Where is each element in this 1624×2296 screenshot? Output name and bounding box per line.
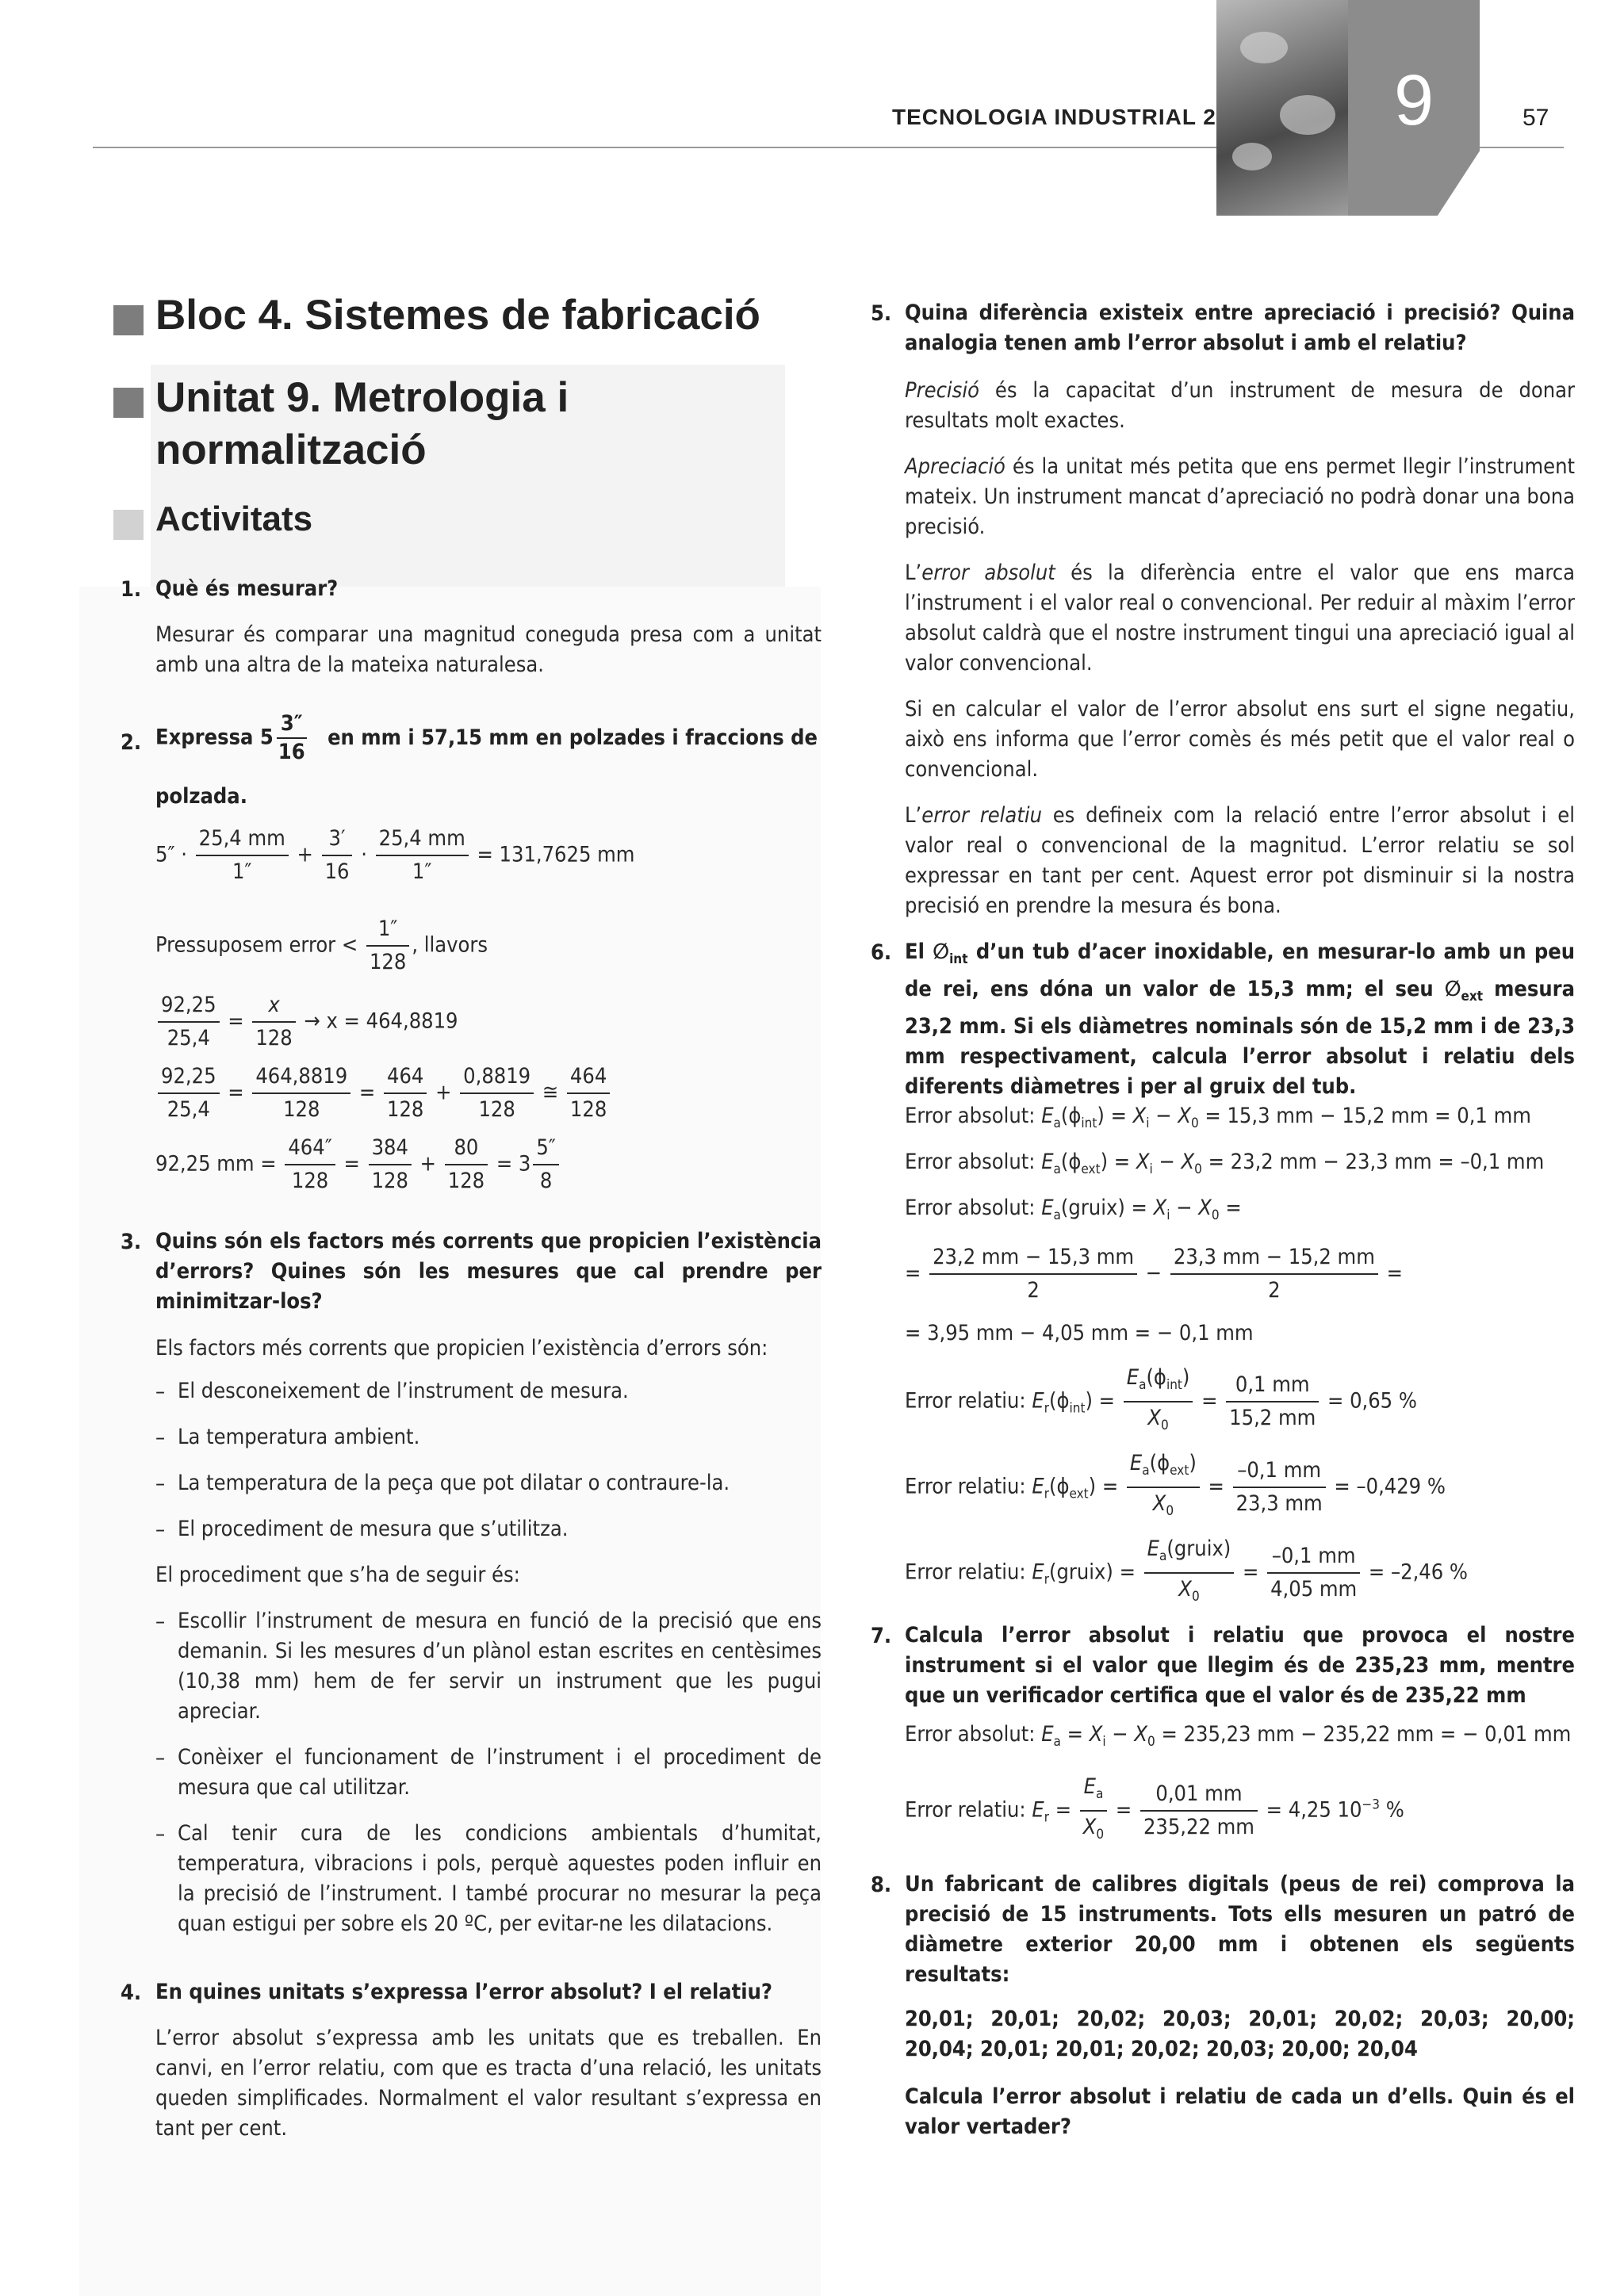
equation-inches-to-mm: 5″ · $\frac{25,4 mm}{1''}$ + $\frac{3'}{16}$ · $\frac{25,4 mm}{1''}$ = 131,7625 mm	[155, 823, 634, 888]
heading-square-icon	[113, 510, 144, 540]
question-number: 4.	[121, 1980, 142, 2005]
list-dash: –	[155, 1822, 166, 1846]
error-relatiu-ext: Error relatiu: $E_r(\phi_{ext})$ = $\frac{E_a(\phi_{ext})}{X_0}$ = $\frac{-0,1 mm}{23,3 mm}$ = –0,429 %	[905, 1448, 1446, 1527]
error-relatiu-int: Error relatiu: $E_r(\phi_{int})$ = $\frac{E_a(\phi_{int})}{X_0}$ = $\frac{0,1 mm}{15,2 mm}$ = 0,65 %	[905, 1362, 1417, 1441]
procedure-step: Cal tenir cura de les condicions ambientals d’humitat, temperatura, vibracions i pols, perquè aquestes poden influir en la precisió de l’instrument. I també procurar no mesurar la peça quan estigui per sobre els 20 ºC, per evitar-ne les dilatacions.	[178, 1821, 822, 1936]
question-3: Quins són els factors més corrents que propicien l’existència d’errors? Quines són les mesures que cal prendre per minimitzar-los?	[155, 1229, 822, 1314]
error-relatiu-gruix: Error relatiu: $E_r(gruix)$ = $\frac{E_a(gruix)}{X_0}$ = $\frac{-0,1 mm}{4,05 mm}$ = –2,46 %	[905, 1533, 1468, 1613]
q8-values: 20,01; 20,01; 20,02; 20,03; 20,01; 20,02; 20,03; 20,00; 20,04; 20,01; 20,01; 20,02; 20,03; 20,00; 20,04	[905, 2007, 1575, 2061]
list-dash: –	[155, 1517, 166, 1542]
q8-question-2: Calcula l’error absolut i relatiu de cada un d’ells. Quin és el valor vertader?	[905, 2084, 1575, 2139]
answer-5-error-relatiu: L’error relatiu es defineix com la relació entre l’error absolut i el valor real o convencional de la magnitud. L’error relatiu se sol expressar en tant per cent. Aquest error pot disminuir si la nostra precisió en prendre la mesura és bona.	[905, 803, 1575, 918]
procedure-step: Escollir l’instrument de mesura en funció de la precisió que ens demanin. Si les mesures d’un plànol estan escrites en centèsimes (10,38 mm) hem de fer servir un instrument que les pugui apreciar.	[178, 1609, 822, 1724]
answer-5-error-absolut: L’error absolut és la diferència entre el valor que ens marca l’instrument i el valor real o convencional. Per reduir al màxim l’error absolut caldrà que el nostre instrument tingui una apreciació igual al valor convencional.	[905, 561, 1575, 675]
gruix-result: = 3,95 mm − 4,05 mm = − 0,1 mm	[905, 1321, 1254, 1345]
error-assumption: Pressuposem error < $\frac{1''}{128}$ , llavors	[155, 913, 488, 978]
question-number: 2.	[121, 730, 142, 755]
answer-1: Mesurar és comparar una magnitud coneguda presa com a unitat amb una altra de la mateixa naturalesa.	[155, 622, 822, 677]
equation-proportion: $\frac{92,25}{25,4}$ = $\frac{x}{128}$ → x = 464,8819	[155, 989, 458, 1054]
heading-square-icon	[113, 388, 144, 418]
answer-4: L’error absolut s’expressa amb les unitats que es treballen. En canvi, en l’error relatiu, com que es tracta d’una relació, les unitats queden simplificades. Normalment el valor resultant s’expressa en tant per cent.	[155, 2026, 822, 2141]
unitat-heading-line1: Unitat 9. Metrologia i	[155, 374, 569, 421]
chapter-number: 9	[1393, 61, 1434, 140]
question-number: 8.	[871, 1873, 892, 1897]
list-dash: –	[155, 1746, 166, 1770]
page-number: 57	[1522, 105, 1549, 131]
q7-error-relatiu: Error relatiu: $E_r$ = $\frac{E_a}{X_0}$ = $\frac{0,01 mm}{235,22 mm}$ = 4,25 $10^{-3}$ %	[905, 1771, 1404, 1850]
question-4: En quines unitats s’expressa l’error absolut? I el relatiu?	[155, 1980, 772, 2004]
question-number: 5.	[871, 301, 892, 326]
question-5: Quina diferència existeix entre apreciació i precisió? Quina analogia tenen amb l’error absolut i amb el relatiu?	[905, 300, 1575, 355]
error-absolut-gruix: Error absolut: $E_a(gruix) = X_i - X_0$ =	[905, 1196, 1242, 1223]
header-title: TECNOLOGIA INDUSTRIAL 2	[892, 105, 1216, 129]
activitats-heading: Activitats	[155, 499, 313, 538]
list-dash: –	[155, 1471, 166, 1496]
question-number: 1.	[121, 577, 142, 602]
question-8: Un fabricant de calibres digitals (peus de rei) comprova la precisió de 15 instruments. Tots ells mesuren un patró de diàmetre exterior 20,00 mm i obtenen els següents resultats:	[905, 1872, 1575, 1987]
list-dash: –	[155, 1380, 166, 1404]
factor-item: La temperatura de la peça que pot dilatar o contraure-la.	[178, 1471, 730, 1495]
bloc-heading: Bloc 4. Sistemes de fabricació	[155, 292, 760, 339]
question-2: Expressa 5 $\frac{3''}{16}$ en mm i 57,15 mm en polzades i fraccions de	[155, 711, 818, 764]
answer-5-precisio: Precisió és la capacitat d’un instrument de mesura de donar resultats molt exactes.	[905, 378, 1575, 433]
question-7: Calcula l’error absolut i relatiu que provoca el nostre instrument si el valor que llegim és de 235,23 mm, mentre que un verificador certifica que el valor és de 235,22 mm	[905, 1623, 1575, 1708]
answer-5-signe: Si en calcular el valor de l’error absolut ens surt el signe negatiu, això ens informa que l’error comès és més petit que el valor real o convencional.	[905, 697, 1575, 782]
question-2-tail: polzada.	[155, 784, 247, 809]
procedure-step: Conèixer el funcionament de l’instrument i el procediment de mesura que cal utilitzar.	[178, 1745, 822, 1800]
q7-error-absolut: Error absolut: $E_a = X_i - X_0 = 235,23$ mm − 235,22 mm = − 0,01 mm	[905, 1722, 1572, 1750]
question-number: 7.	[871, 1624, 892, 1648]
factors-intro: Els factors més corrents que propicien l’existència d’errors són:	[155, 1336, 768, 1360]
equation-result-inches: 92,25 mm = $\frac{464''}{128}$ = $\frac{384}{128}$ + $\frac{80}{128}$ = 3 $\frac{5''}{8}$	[155, 1132, 561, 1197]
answer-5-apreciacio: Apreciació és la unitat més petita que ens permet llegir l’instrument mateix. Un instrument mancat d’apreciació no podrà donar una bona precisió.	[905, 454, 1575, 539]
question-number: 3.	[121, 1230, 142, 1254]
factor-item: La temperatura ambient.	[178, 1425, 420, 1449]
list-dash: –	[155, 1609, 166, 1634]
procedure-intro: El procediment que s’ha de seguir és:	[155, 1563, 520, 1587]
factor-item: El desconeixement de l’instrument de mesura.	[178, 1379, 629, 1403]
error-absolut-ext: Error absolut: $E_a(\phi_{ext}) = X_i - X_0 = 23,2$ mm − 23,3 mm = –0,1 mm	[905, 1150, 1545, 1177]
unitat-heading-line2: normalització	[155, 427, 427, 473]
equation-gruix: = $\frac{23,2 mm - 15,3 mm}{2}$ − $\frac{23,3 mm - 15,2 mm}{2}$ =	[905, 1242, 1403, 1307]
question-6: El $\emptyset_{int}$ d’un tub d’acer inoxidable, en mesurar-lo amb un peu de rei, ens dóna un valor de 15,3 mm; el seu $\emptyset_{ext}$ mesura 23,2 mm. Si els diàmetres nominals són de 15,2 mm i de 23,3 mm respectivament, calcula l’error absolut i relatiu dels diferents diàmetres i per al gruix del tub.	[905, 939, 1576, 1099]
heading-square-icon	[113, 305, 144, 335]
error-absolut-int: Error absolut: $E_a(\phi_{int}) = X_i - X_0 = 15,3$ mm − 15,2 mm = 0,1 mm	[905, 1104, 1531, 1131]
question-1: Què és mesurar?	[155, 576, 339, 601]
list-dash: –	[155, 1425, 166, 1450]
engine-photo	[1216, 0, 1349, 216]
equation-expansion: $\frac{92,25}{25,4}$ = $\frac{464,8819}{128}$ = $\frac{464}{128}$ + $\frac{0,8819}{128}$ ≅ $\frac{464}{128}$	[155, 1061, 612, 1126]
question-number: 6.	[871, 940, 892, 965]
factor-item: El procediment de mesura que s’utilitza.	[178, 1517, 569, 1541]
